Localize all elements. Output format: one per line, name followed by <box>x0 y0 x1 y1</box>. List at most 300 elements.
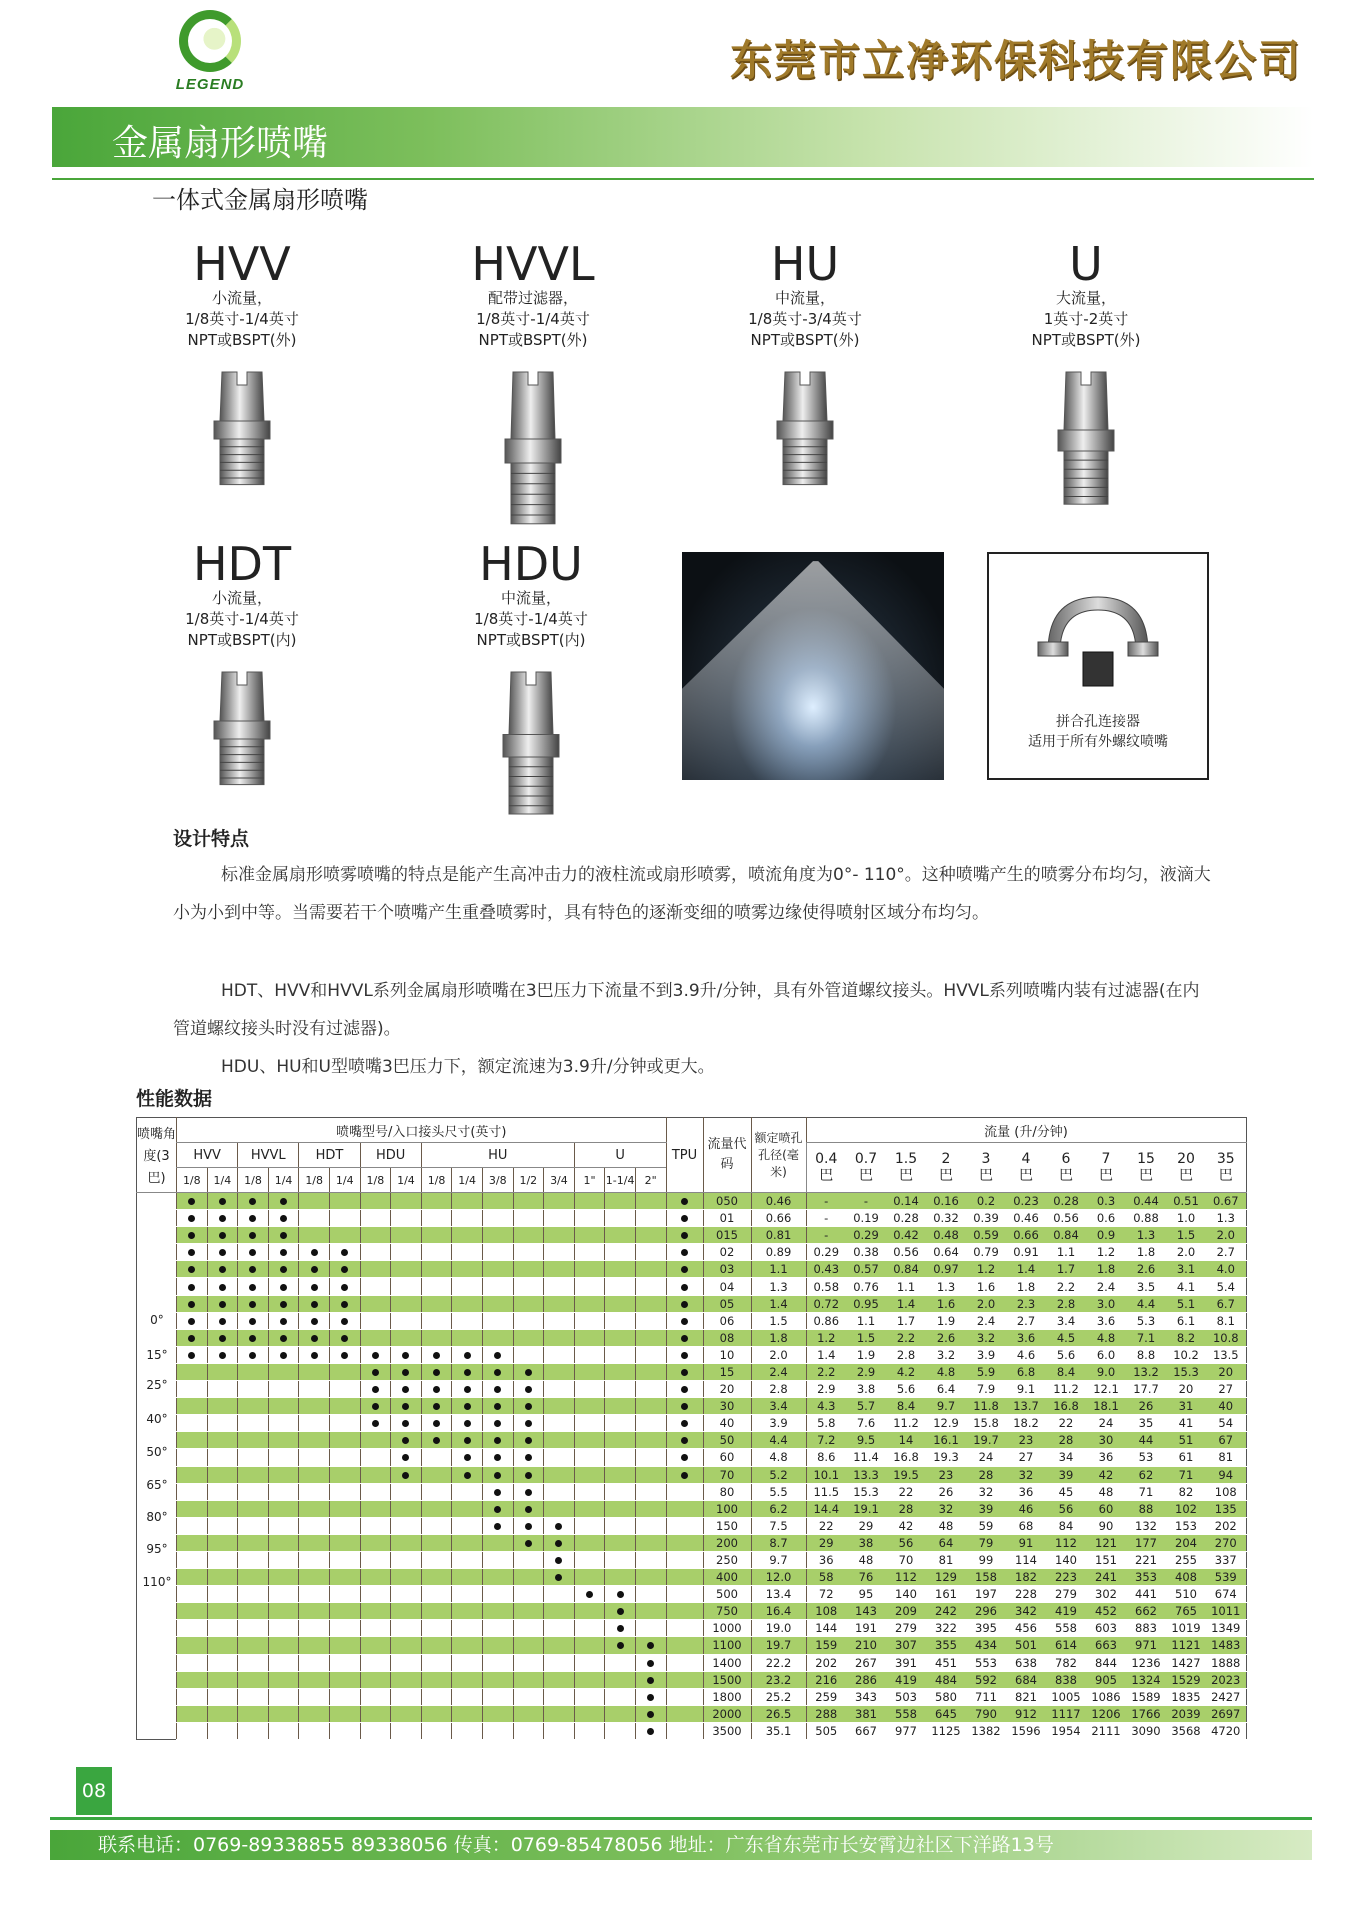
model-cell <box>544 1346 575 1363</box>
model-cell <box>635 1346 666 1363</box>
model-cell <box>391 1483 422 1500</box>
model-cell <box>391 1620 422 1637</box>
model-cell <box>544 1620 575 1637</box>
model-cell <box>574 1705 605 1722</box>
model-cell <box>452 1346 483 1363</box>
flow-value: 0.29 <box>806 1244 846 1261</box>
flow-value: 1.3 <box>926 1278 966 1295</box>
model-cell <box>544 1432 575 1449</box>
flow-value: 0.64 <box>926 1244 966 1261</box>
model-cell <box>207 1705 238 1722</box>
model-cell <box>513 1261 544 1278</box>
orifice-diameter: 19.0 <box>751 1620 806 1637</box>
model-cell <box>360 1722 391 1739</box>
availability-dot-icon <box>681 1386 688 1393</box>
product-spec: 1/8英寸-3/4英寸 <box>748 310 862 328</box>
product-u <box>966 237 1206 507</box>
model-cell <box>482 1586 513 1603</box>
model-cell <box>482 1483 513 1500</box>
flow-value: 5.6 <box>886 1381 926 1398</box>
availability-dot-icon <box>249 1215 256 1222</box>
model-cell <box>421 1278 452 1295</box>
model-cell <box>268 1363 299 1380</box>
flow-value: 135 <box>1206 1500 1246 1517</box>
model-cell <box>238 1603 269 1620</box>
flow-value: 1.2 <box>1086 1244 1126 1261</box>
model-cell <box>268 1449 299 1466</box>
model-cell <box>238 1193 269 1210</box>
model-cell <box>513 1705 544 1722</box>
model-cell <box>299 1210 330 1227</box>
orifice-diameter: 22.2 <box>751 1654 806 1671</box>
model-cell <box>360 1261 391 1278</box>
flow-value: 7.9 <box>966 1381 1006 1398</box>
model-cell <box>238 1432 269 1449</box>
flow-value: 1117 <box>1046 1705 1086 1722</box>
product-spec: 1/8英寸-1/4英寸 <box>185 310 299 328</box>
flow-value: 48 <box>926 1517 966 1534</box>
flow-value: 0.16 <box>926 1193 966 1210</box>
availability-dot-icon <box>219 1266 226 1273</box>
tpu-cell <box>666 1261 703 1278</box>
flow-value: 2.7 <box>1006 1312 1046 1329</box>
availability-dot-icon <box>647 1660 654 1667</box>
flow-value: 7.6 <box>846 1415 886 1432</box>
flow-value: 20 <box>1166 1381 1206 1398</box>
footer-contact: 联系电话：0769-89338855 89338056 传真：0769-85478056 地址：广东省东莞市长安霄边社区下洋路13号 <box>50 1830 1312 1860</box>
model-cell <box>299 1586 330 1603</box>
model-cell <box>177 1705 208 1722</box>
table-row <box>137 1312 1247 1329</box>
availability-dot-icon <box>188 1198 195 1205</box>
availability-dot-icon <box>188 1232 195 1239</box>
table-row <box>137 1244 1247 1261</box>
tpu-cell <box>666 1295 703 1312</box>
availability-dot-icon <box>681 1369 688 1376</box>
model-cell <box>207 1637 238 1654</box>
flow-value: 638 <box>1006 1654 1046 1671</box>
flow-value: 0.95 <box>846 1295 886 1312</box>
flow-value: 36 <box>1086 1449 1126 1466</box>
tpu-cell <box>666 1688 703 1705</box>
model-cell <box>238 1517 269 1534</box>
flow-value: 84 <box>1046 1517 1086 1534</box>
flow-value: 2.6 <box>1126 1261 1166 1278</box>
paragraph-text: HDU、HU和U型喷嘴3巴压力下，额定流速为3.9升/分钟或更大。 <box>221 1057 715 1077</box>
model-cell <box>574 1586 605 1603</box>
flow-value: 452 <box>1086 1603 1126 1620</box>
model-cell <box>360 1227 391 1244</box>
availability-dot-icon <box>341 1284 348 1291</box>
header-pressure: 4 巴 <box>1006 1143 1046 1193</box>
flow-value: 4.2 <box>886 1363 926 1380</box>
model-cell <box>299 1517 330 1534</box>
model-cell <box>513 1671 544 1688</box>
flow-value: 112 <box>886 1569 926 1586</box>
model-cell <box>574 1637 605 1654</box>
availability-dot-icon <box>681 1266 688 1273</box>
flow-value: 1.4 <box>806 1346 846 1363</box>
flow-value: 10.2 <box>1166 1346 1206 1363</box>
model-cell <box>482 1722 513 1739</box>
flow-value: 153 <box>1166 1517 1206 1534</box>
angle-column <box>137 1193 177 1740</box>
flow-code: 1100 <box>703 1637 751 1654</box>
flow-value: 2.0 <box>1166 1244 1206 1261</box>
flow-value: 216 <box>806 1671 846 1688</box>
flow-value: 82 <box>1166 1483 1206 1500</box>
flow-value: 4.1 <box>1166 1278 1206 1295</box>
model-cell <box>605 1312 636 1329</box>
model-cell <box>635 1329 666 1346</box>
model-cell <box>391 1722 422 1739</box>
flow-value: 342 <box>1006 1603 1046 1620</box>
model-cell <box>360 1569 391 1586</box>
flow-value: 603 <box>1086 1620 1126 1637</box>
model-cell <box>452 1671 483 1688</box>
flow-value: 501 <box>1006 1637 1046 1654</box>
product-name: HVV <box>193 237 291 291</box>
header-size: 2" <box>635 1168 666 1193</box>
model-cell <box>299 1620 330 1637</box>
flow-value: 0.9 <box>1086 1227 1126 1244</box>
model-cell <box>452 1551 483 1568</box>
flow-value: 28 <box>966 1466 1006 1483</box>
flow-value: 5.9 <box>966 1363 1006 1380</box>
availability-dot-icon <box>249 1232 256 1239</box>
model-cell <box>421 1500 452 1517</box>
availability-dot-icon <box>341 1249 348 1256</box>
flow-value: 1766 <box>1126 1705 1166 1722</box>
flow-code: 06 <box>703 1312 751 1329</box>
model-cell <box>391 1381 422 1398</box>
flow-value: 419 <box>886 1671 926 1688</box>
availability-dot-icon <box>494 1403 501 1410</box>
model-cell <box>391 1603 422 1620</box>
model-cell <box>574 1722 605 1739</box>
model-cell <box>268 1603 299 1620</box>
model-cell <box>513 1312 544 1329</box>
model-cell <box>268 1312 299 1329</box>
nozzle-image-icon <box>1036 367 1136 507</box>
product-hvvl <box>413 237 653 527</box>
header-size: 1/8 <box>360 1168 391 1193</box>
tpu-cell <box>666 1278 703 1295</box>
model-cell <box>360 1449 391 1466</box>
availability-dot-icon <box>525 1403 532 1410</box>
flow-value: 30 <box>1086 1432 1126 1449</box>
flow-value: 144 <box>806 1620 846 1637</box>
model-cell <box>299 1244 330 1261</box>
model-cell <box>238 1295 269 1312</box>
flow-value: 24 <box>1086 1415 1126 1432</box>
flow-value: 15.3 <box>1166 1363 1206 1380</box>
model-cell <box>482 1227 513 1244</box>
header-size: 1/4 <box>391 1168 422 1193</box>
flow-value: 1.2 <box>806 1329 846 1346</box>
flow-value: 765 <box>1166 1603 1206 1620</box>
flow-value: 32 <box>1006 1466 1046 1483</box>
flow-value: 0.28 <box>886 1210 926 1227</box>
model-cell <box>605 1346 636 1363</box>
flow-value: 337 <box>1206 1551 1246 1568</box>
connector-card <box>987 552 1209 780</box>
flow-value: 0.79 <box>966 1244 1006 1261</box>
model-cell <box>207 1500 238 1517</box>
orifice-diameter: 2.0 <box>751 1346 806 1363</box>
flow-value: 16.8 <box>886 1449 926 1466</box>
flow-value: 32 <box>966 1483 1006 1500</box>
page-subtitle: 一体式金属扇形喷嘴 <box>152 186 368 214</box>
tpu-cell <box>666 1654 703 1671</box>
availability-dot-icon <box>464 1403 471 1410</box>
flow-value: 4.8 <box>926 1363 966 1380</box>
model-cell <box>605 1603 636 1620</box>
model-cell <box>238 1398 269 1415</box>
paragraph-text: 标准金属扇形喷雾喷嘴的特点是能产生高冲击力的液柱流或扇形喷雾，喷流角度为0°- 110°。这种喷嘴产生的喷雾分布均匀，液滴大小为小到中等。当需要若干个喷嘴产生重叠喷雾时，具有特色的逐渐变细的喷雾边缘使得喷射区域分布均匀。 <box>173 865 1211 923</box>
logo-text: LEGEND <box>175 76 245 93</box>
availability-dot-icon <box>555 1557 562 1564</box>
flow-code: 2000 <box>703 1705 751 1722</box>
tpu-cell <box>666 1346 703 1363</box>
model-cell <box>574 1551 605 1568</box>
flow-value: 182 <box>1006 1569 1046 1586</box>
model-cell <box>482 1517 513 1534</box>
availability-dot-icon <box>372 1420 379 1427</box>
flow-code: 70 <box>703 1466 751 1483</box>
model-cell <box>360 1586 391 1603</box>
model-cell <box>452 1295 483 1312</box>
product-hvv <box>122 237 362 487</box>
tpu-cell <box>666 1500 703 1517</box>
flow-value: 3.8 <box>846 1381 886 1398</box>
product-spec: 1英寸-2英寸 <box>1043 310 1129 328</box>
flow-value: 62 <box>1126 1466 1166 1483</box>
availability-dot-icon <box>219 1198 226 1205</box>
model-cell <box>421 1227 452 1244</box>
tpu-cell <box>666 1312 703 1329</box>
availability-dot-icon <box>341 1266 348 1273</box>
availability-dot-icon <box>402 1437 409 1444</box>
flow-code: 500 <box>703 1586 751 1603</box>
product-spec: NPT或BSPT(内) <box>476 631 586 649</box>
model-cell <box>360 1295 391 1312</box>
model-cell <box>177 1193 208 1210</box>
model-cell <box>329 1569 360 1586</box>
model-cell <box>452 1261 483 1278</box>
model-cell <box>452 1210 483 1227</box>
model-cell <box>207 1432 238 1449</box>
model-cell <box>360 1483 391 1500</box>
flow-value: 56 <box>1046 1500 1086 1517</box>
model-cell <box>605 1637 636 1654</box>
model-cell <box>299 1671 330 1688</box>
model-cell <box>299 1483 330 1500</box>
model-cell <box>360 1603 391 1620</box>
flow-value: 3.2 <box>966 1329 1006 1346</box>
model-cell <box>207 1346 238 1363</box>
availability-dot-icon <box>372 1386 379 1393</box>
availability-dot-icon <box>402 1386 409 1393</box>
model-cell <box>574 1517 605 1534</box>
model-cell <box>513 1210 544 1227</box>
model-cell <box>421 1210 452 1227</box>
model-cell <box>513 1227 544 1244</box>
availability-dot-icon <box>525 1472 532 1479</box>
table-row <box>137 1500 1247 1517</box>
model-cell <box>482 1261 513 1278</box>
table-row <box>137 1722 1247 1739</box>
model-cell <box>177 1381 208 1398</box>
model-cell <box>482 1415 513 1432</box>
model-cell <box>421 1381 452 1398</box>
model-cell <box>207 1517 238 1534</box>
flow-value: 0.42 <box>886 1227 926 1244</box>
flow-value: 45 <box>1046 1483 1086 1500</box>
table-row <box>137 1398 1247 1415</box>
model-cell <box>635 1381 666 1398</box>
model-cell <box>268 1517 299 1534</box>
model-cell <box>605 1449 636 1466</box>
flow-value: 307 <box>886 1637 926 1654</box>
flow-value: 0.38 <box>846 1244 886 1261</box>
model-cell <box>207 1671 238 1688</box>
flow-value: 1.1 <box>1046 1244 1086 1261</box>
flow-value: 322 <box>926 1620 966 1637</box>
model-cell <box>238 1654 269 1671</box>
table-row <box>137 1449 1247 1466</box>
model-cell <box>391 1586 422 1603</box>
product-name: HDT <box>192 537 292 591</box>
flow-value: 408 <box>1166 1569 1206 1586</box>
flow-value: 14.4 <box>806 1500 846 1517</box>
model-cell <box>421 1415 452 1432</box>
model-cell <box>299 1278 330 1295</box>
availability-dot-icon <box>402 1472 409 1479</box>
availability-dot-icon <box>311 1249 318 1256</box>
header-size: 1/8 <box>421 1168 452 1193</box>
flow-value: 355 <box>926 1637 966 1654</box>
model-cell <box>605 1500 636 1517</box>
flow-value: 28 <box>886 1500 926 1517</box>
model-cell <box>329 1620 360 1637</box>
model-cell <box>329 1534 360 1551</box>
header-tpu: TPU <box>666 1118 703 1193</box>
model-cell <box>574 1278 605 1295</box>
model-cell <box>207 1261 238 1278</box>
model-cell <box>482 1295 513 1312</box>
model-cell <box>299 1688 330 1705</box>
flow-value: 19.1 <box>846 1500 886 1517</box>
model-cell <box>329 1466 360 1483</box>
model-cell <box>268 1551 299 1568</box>
flow-code: 1400 <box>703 1654 751 1671</box>
flow-value: 177 <box>1126 1534 1166 1551</box>
model-cell <box>635 1210 666 1227</box>
model-cell <box>482 1278 513 1295</box>
model-cell <box>391 1278 422 1295</box>
orifice-diameter: 9.7 <box>751 1551 806 1568</box>
model-cell <box>421 1586 452 1603</box>
model-cell <box>421 1329 452 1346</box>
product-spec: 1/8英寸-1/4英寸 <box>476 310 590 328</box>
flow-value: 4.6 <box>1006 1346 1046 1363</box>
availability-dot-icon <box>402 1369 409 1376</box>
orifice-diameter: 5.2 <box>751 1466 806 1483</box>
tpu-cell <box>666 1534 703 1551</box>
model-cell <box>605 1534 636 1551</box>
model-cell <box>238 1722 269 1739</box>
model-cell <box>513 1569 544 1586</box>
model-cell <box>329 1654 360 1671</box>
product-name: HVVL <box>471 237 595 291</box>
model-cell <box>391 1466 422 1483</box>
orifice-diameter: 25.2 <box>751 1688 806 1705</box>
flow-value: 11.8 <box>966 1398 1006 1415</box>
flow-value: 15.3 <box>846 1483 886 1500</box>
flow-value: 3.6 <box>1006 1329 1046 1346</box>
flow-value: 279 <box>1046 1586 1086 1603</box>
model-cell <box>574 1193 605 1210</box>
flow-value: 883 <box>1126 1620 1166 1637</box>
flow-value: 3.9 <box>966 1346 1006 1363</box>
flow-value: 4.0 <box>1206 1261 1246 1278</box>
flow-value: 0.56 <box>1046 1210 1086 1227</box>
flow-value: 32 <box>926 1500 966 1517</box>
flow-value: 11.4 <box>846 1449 886 1466</box>
tpu-cell <box>666 1705 703 1722</box>
model-cell <box>391 1705 422 1722</box>
header-size: 1/8 <box>299 1168 330 1193</box>
flow-code: 80 <box>703 1483 751 1500</box>
flow-value: 2427 <box>1206 1688 1246 1705</box>
availability-dot-icon <box>249 1318 256 1325</box>
model-cell <box>635 1363 666 1380</box>
flow-value: 1.5 <box>846 1329 886 1346</box>
availability-dot-icon <box>681 1437 688 1444</box>
availability-dot-icon <box>494 1454 501 1461</box>
model-cell <box>360 1551 391 1568</box>
availability-dot-icon <box>311 1284 318 1291</box>
availability-dot-icon <box>681 1318 688 1325</box>
model-cell <box>391 1569 422 1586</box>
table-row <box>137 1210 1247 1227</box>
flow-value: 2.6 <box>926 1329 966 1346</box>
design-paragraph-3 <box>173 1048 1213 1086</box>
design-paragraph-1 <box>173 856 1213 932</box>
model-cell <box>452 1312 483 1329</box>
availability-dot-icon <box>372 1403 379 1410</box>
availability-dot-icon <box>188 1318 195 1325</box>
flow-value: 0.3 <box>1086 1193 1126 1210</box>
model-cell <box>482 1569 513 1586</box>
flow-value: 2697 <box>1206 1705 1246 1722</box>
flow-value: 51 <box>1166 1432 1206 1449</box>
model-cell <box>360 1620 391 1637</box>
model-cell <box>177 1227 208 1244</box>
product-spec: 1/8英寸-1/4英寸 <box>474 610 588 628</box>
model-cell <box>574 1688 605 1705</box>
flow-value: 4.8 <box>1086 1329 1126 1346</box>
model-cell <box>299 1363 330 1380</box>
model-cell <box>238 1569 269 1586</box>
flow-value: 1954 <box>1046 1722 1086 1739</box>
flow-value: 132 <box>1126 1517 1166 1534</box>
model-cell <box>421 1603 452 1620</box>
flow-value: 3.2 <box>926 1346 966 1363</box>
model-cell <box>482 1654 513 1671</box>
model-cell <box>421 1551 452 1568</box>
